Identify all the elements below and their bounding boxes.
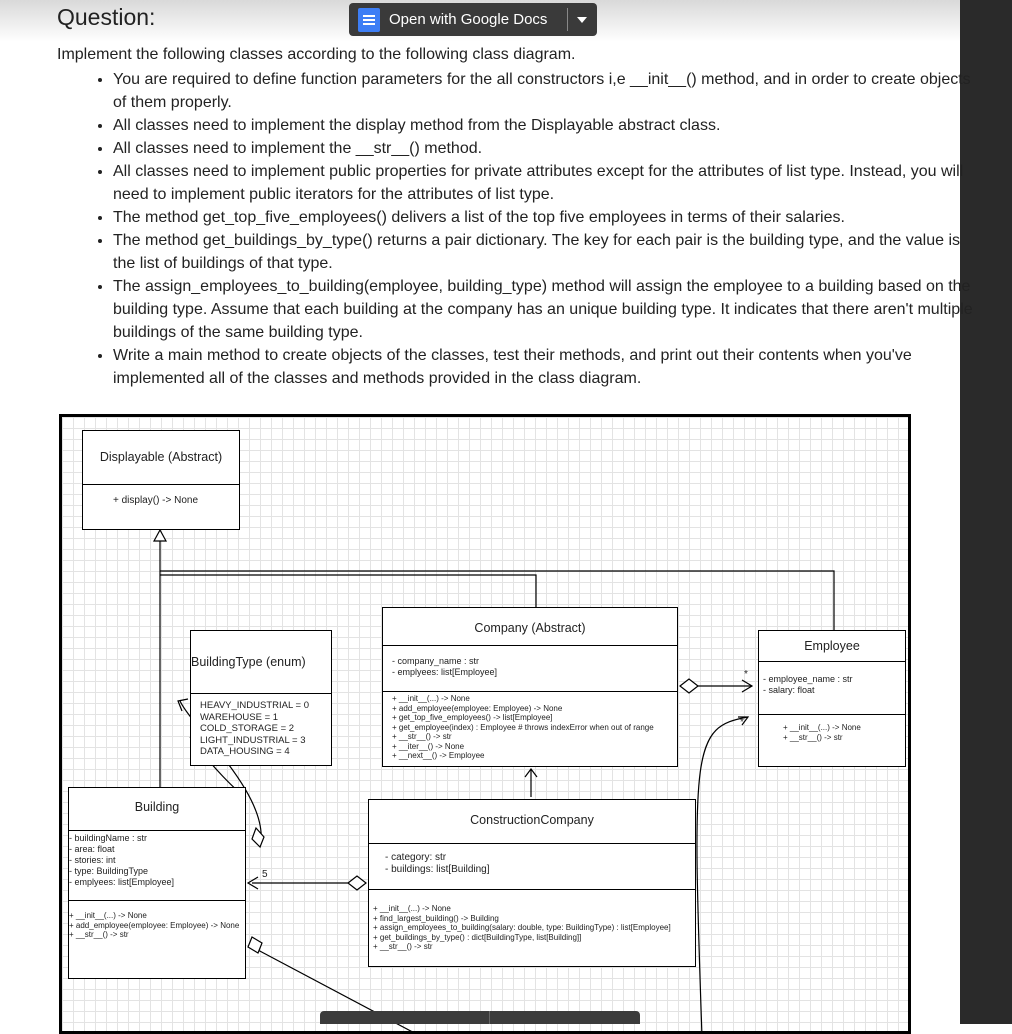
method: + __init__(...) -> None [373,904,451,913]
class-methods [383,691,677,768]
method: + add_employee(employee: Employee) -> None [69,920,240,930]
open-with-google-docs-label: Open with Google Docs [389,11,548,28]
class-attributes [369,843,695,889]
class-methods [369,889,695,966]
attribute: - company_name : str [392,656,480,666]
class-methods [83,484,239,529]
class-company [382,607,678,767]
requirements-list [57,68,973,390]
enum-value: COLD_STORAGE = 2 [200,723,295,734]
requirement-item: • The assign_employees_to_building(employee, building_type) method will assign the employee to a building based on the building type. Assume that each building at the company has an unique building type. It indicates that there aren't multiple buildings of the same building type. [113,275,973,344]
method: + get_employee(index) : Employee # throws indexError when out of range [392,722,654,732]
class-methods [759,714,905,766]
attribute: - salary: float [763,685,815,695]
class-attributes [383,645,677,691]
attribute: - category: str [385,852,447,863]
attribute: - area: float [69,844,115,854]
attribute: - stories: int [69,855,116,865]
method: + __str__() -> str [373,942,433,951]
method: + add_employee(employee: Employee) -> None [392,703,563,713]
method: + __str__() -> str [783,732,843,742]
multiplicity-label: * [744,669,748,680]
google-docs-icon [358,8,380,32]
method: + assign_employees_to_building(salary: double, type: BuildingType) : list[Employee] [373,923,671,932]
class-construction-company [368,799,696,967]
class-name: ConstructionCompany [470,813,594,827]
method: + get_top_five_employees() -> list[Employee] [392,713,553,722]
button-separator [567,8,568,31]
attribute: - buildingName : str [69,833,148,843]
chevron-down-icon[interactable] [577,17,587,23]
attribute: - emplyees: list[Employee] [392,667,498,677]
requirement-item: • All classes need to implement public properties for private attributes except for the attributes of list type. Instead, you will need to implement public iterators for the attributes of list type. [113,160,973,206]
method: + display() -> None [113,495,199,506]
class-attributes [69,830,245,900]
class-name: Building [134,800,180,814]
multiplicity-label: 5 [262,869,268,880]
viewer-bottom-toolbar[interactable] [320,1011,640,1024]
class-building-type [190,630,332,766]
class-diagram [59,414,911,1034]
class-employee [758,630,906,767]
attribute: - emplyees: list[Employee] [69,877,175,887]
requirement-item: • Write a main method to create objects of the classes, test their methods, and print out their contents when you've implemented all of the classes and methods provided in the class diagram. [113,344,973,390]
class-name: Company (Abstract) [474,621,586,635]
method: + get_buildings_by_type() : dict[BuildingType, list[Building]] [373,932,582,942]
attribute: - type: BuildingType [69,866,149,876]
method: + __str__() -> str [392,732,452,741]
method: + __str__() -> str [69,930,129,939]
class-methods [69,900,245,978]
intro-text: Implement the following classes according to the following class diagram. [57,46,576,63]
method: + __init__(...) -> None [69,911,147,920]
method: + __next__() -> Employee [392,751,485,760]
enum-value: LIGHT_INDUSTRIAL = 3 [200,734,306,746]
class-name: Employee [804,639,860,653]
question-title: Question: [57,4,156,30]
class-building [68,787,246,979]
class-name: BuildingType (enum) [191,655,306,669]
requirement-item: • All classes need to implement the display method from the Displayable abstract class. [113,114,973,137]
multiplicity-label: * [740,717,744,728]
requirement-item: • You are required to define function parameters for the all constructors i,e __init__() method, and in order to create objects of them properly. [113,68,973,114]
attribute: - employee_name : str [763,674,853,684]
enum-value: HEAVY_INDUSTRIAL = 0 [200,700,310,711]
class-displayable [82,430,240,530]
method: + __init__(...) -> None [392,694,470,703]
requirement-item: • The method get_top_five_employees() delivers a list of the top five employees in terms of their salaries. [113,206,973,229]
enum-value: WAREHOUSE = 1 [200,711,279,723]
method: + find_largest_building() -> Building [373,913,499,923]
open-with-google-docs-button[interactable] [349,3,597,36]
method: + __init__(...) -> None [783,723,861,732]
attribute: - buildings: list[Building] [385,864,490,875]
requirement-item: • All classes need to implement the __str__() method. [113,137,973,160]
class-attributes [759,661,905,714]
method: + __iter__() -> None [392,741,465,751]
enum-value: DATA_HOUSING = 4 [200,746,290,757]
class-name: Displayable (Abstract) [99,450,223,464]
requirement-item: • The method get_buildings_by_type() returns a pair dictionary. The key for each pair is the building type, and the value is the list of buildings of that type. [113,229,973,275]
enum-values [191,693,331,765]
